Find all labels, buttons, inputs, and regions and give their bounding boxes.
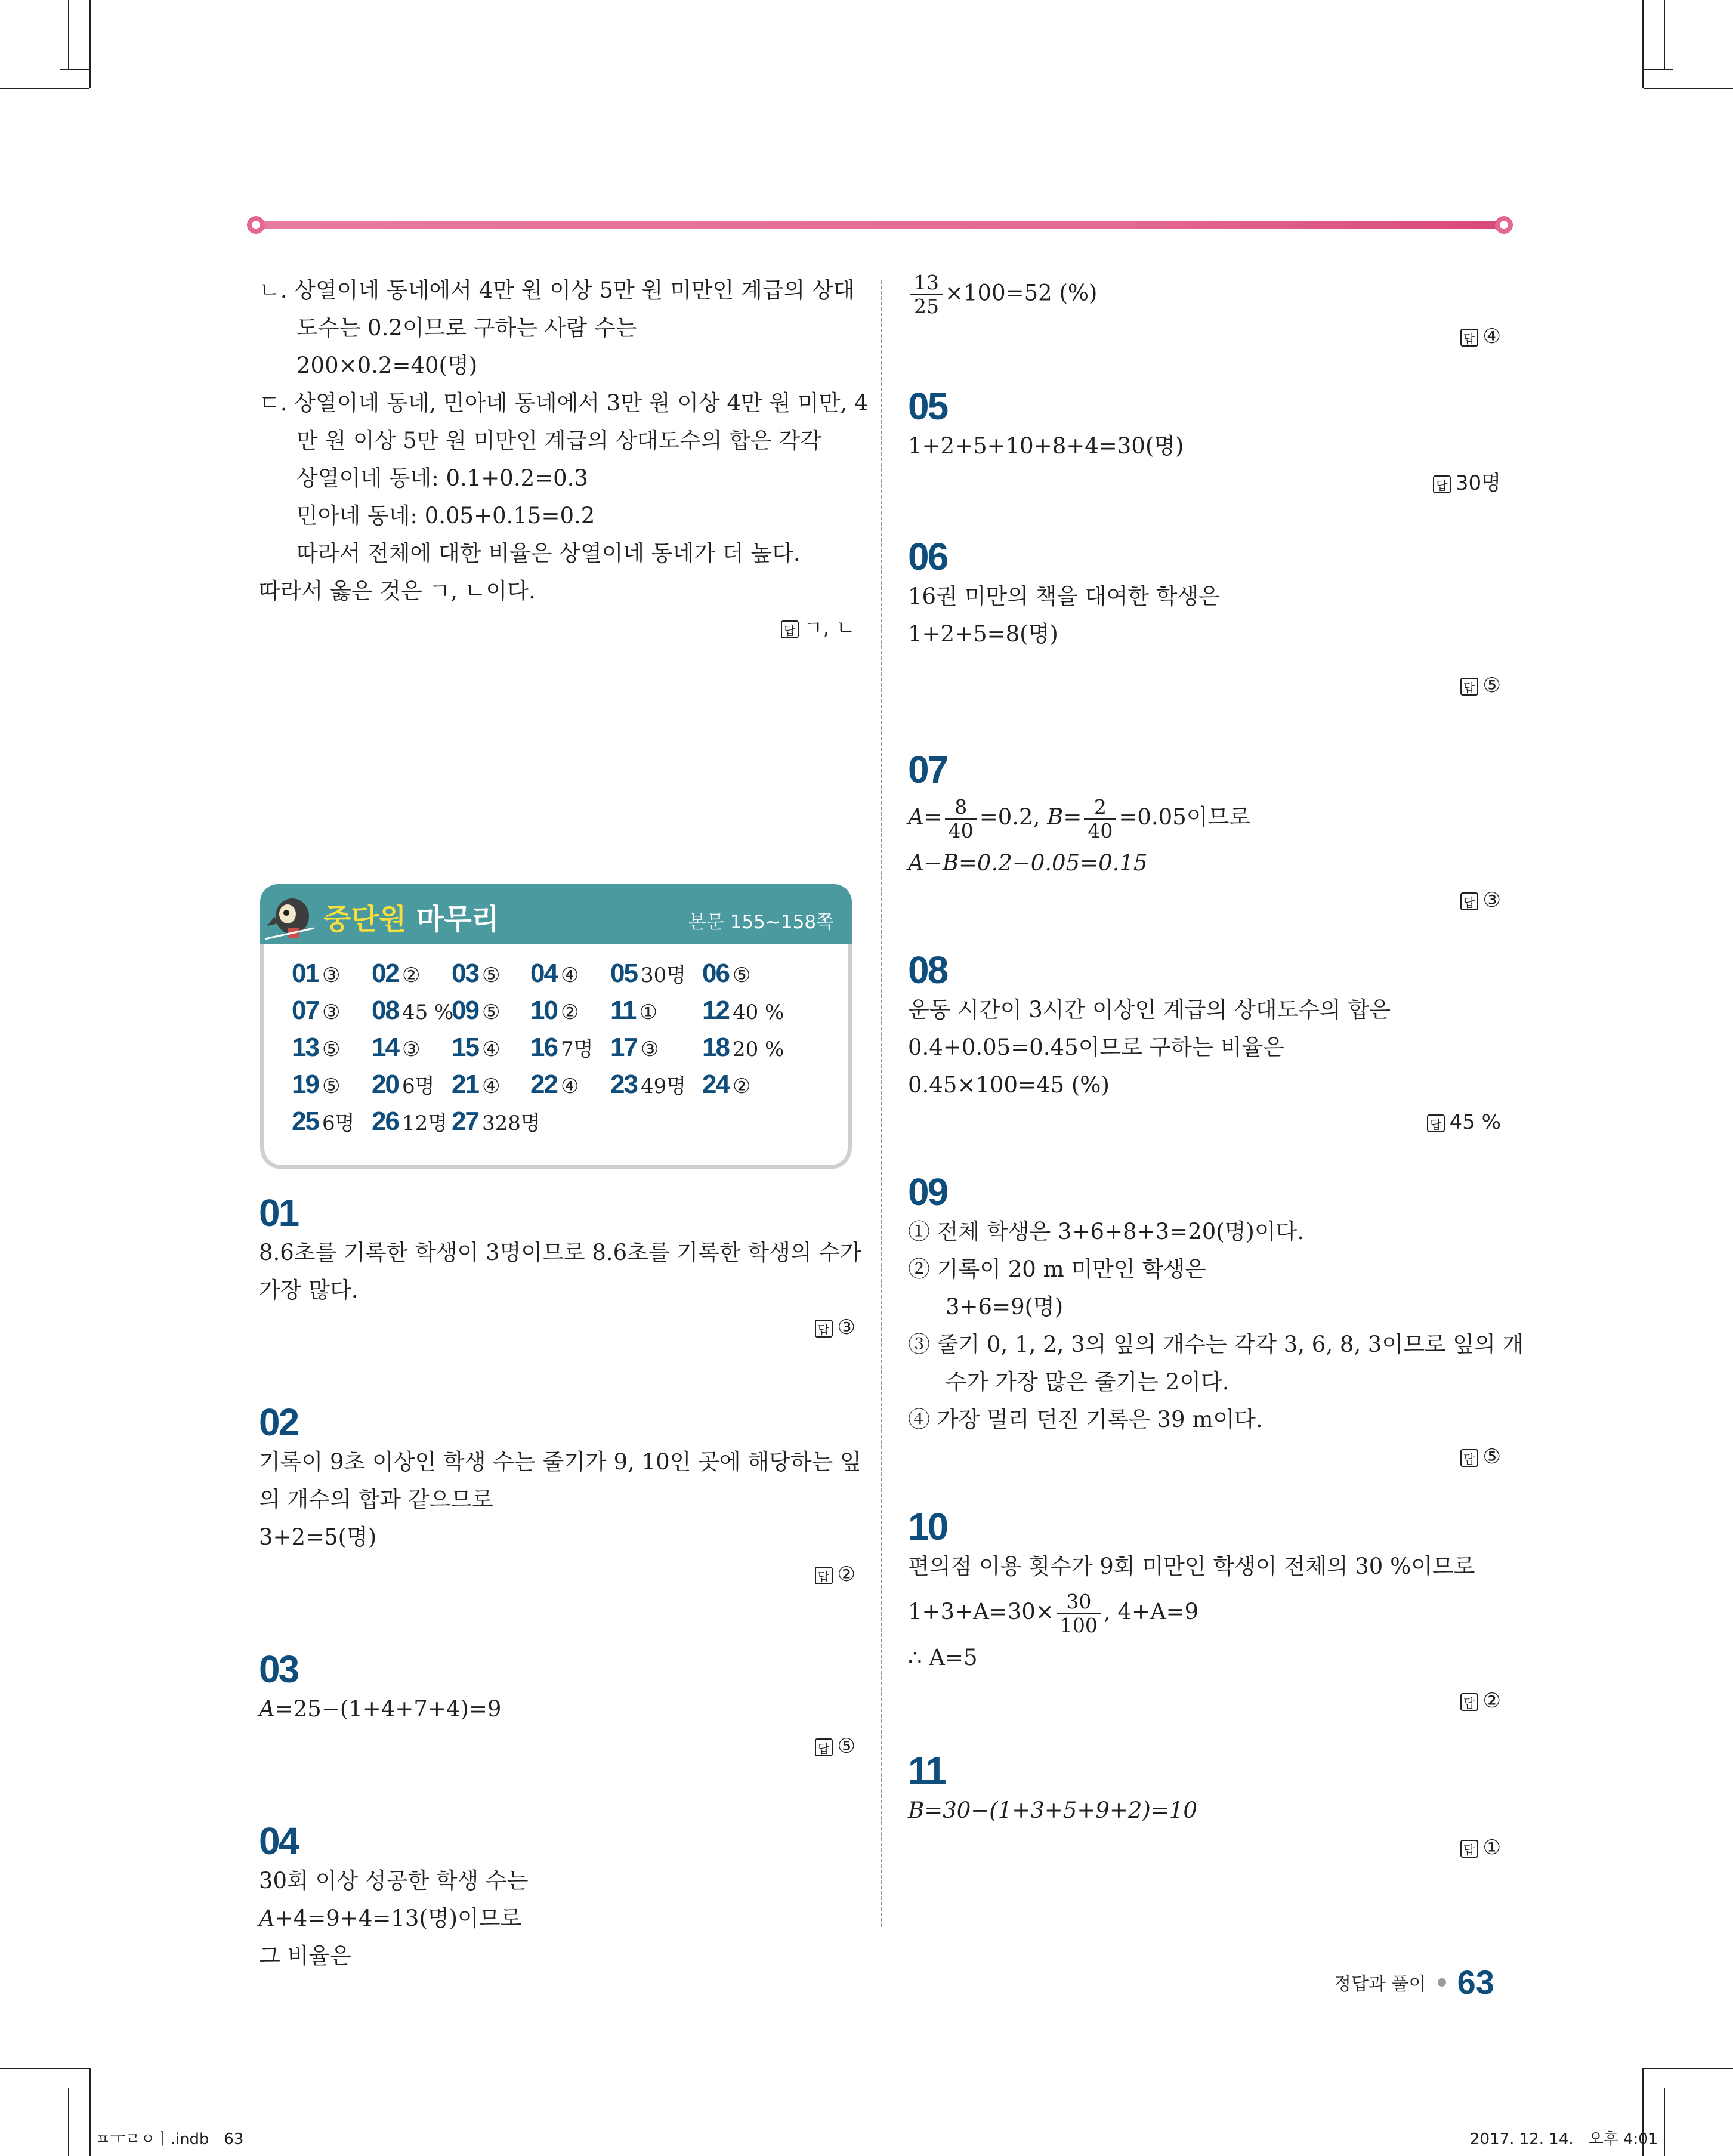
text-line: 1+2+5+10+8+4=30(명)	[908, 433, 1184, 459]
summary-item-answer: 328명	[481, 1111, 540, 1135]
summary-item-number: 23	[610, 1070, 637, 1099]
answer-icon: 답	[781, 620, 799, 638]
summary-item-number: 24	[702, 1070, 729, 1099]
summary-item	[292, 956, 340, 993]
answer-value: ③	[1482, 888, 1501, 912]
summary-item	[372, 1030, 420, 1067]
answer-value: 45 %	[1449, 1110, 1501, 1134]
text-line: 그 비율은	[259, 1943, 351, 1969]
summary-item-number: 15	[452, 1033, 478, 1062]
left-column-questions	[259, 1191, 861, 1975]
crop-mark	[68, 0, 69, 69]
answer-value: ⑤	[1482, 1445, 1501, 1469]
answer-icon: 답	[815, 1567, 833, 1584]
summary-item-number: 16	[530, 1033, 557, 1062]
summary-item	[372, 993, 453, 1030]
answer-icon: 답	[1460, 1840, 1478, 1858]
text-line: ∴ A=5	[908, 1645, 978, 1670]
summary-item-number: 22	[530, 1070, 557, 1099]
text-line: 0.45×100=45 (%)	[908, 1072, 1110, 1098]
summary-item	[530, 1067, 579, 1104]
text-line: 3+6=9(명)	[946, 1294, 1064, 1320]
crop-mark	[1642, 0, 1644, 88]
question-number: 09	[908, 1170, 947, 1213]
summary-item-answer: ①	[639, 1000, 657, 1024]
page-footer	[1334, 1963, 1494, 2001]
summary-item-number: 11	[610, 996, 636, 1025]
summary-item	[372, 1067, 434, 1104]
crop-mark	[1644, 2068, 1733, 2069]
summary-item	[530, 956, 579, 993]
header-bar-dot-left	[247, 216, 265, 234]
crop-mark	[0, 2068, 89, 2069]
crop-mark	[89, 2068, 91, 2156]
summary-item	[610, 956, 686, 993]
summary-item-number: 01	[292, 959, 319, 988]
summary-item	[292, 1067, 340, 1104]
answer-value: ①	[1482, 1836, 1501, 1860]
question-number: 05	[908, 385, 947, 428]
answer-value: 30명	[1455, 471, 1501, 495]
question-number: 01	[259, 1191, 298, 1234]
fraction: $\frac{30}{100}$	[1057, 1590, 1101, 1637]
text-line: 따라서 전체에 대한 비율은 상열이네 동네가 더 높다.	[296, 540, 801, 566]
text-line: 8.6초를 기록한 학생이 3명이므로 8.6초를 기록한 학생의 수가	[259, 1240, 861, 1265]
text-line: 수가 가장 많은 줄기는 2이다.	[946, 1369, 1230, 1395]
summary-item-answer: 45 %	[401, 1000, 454, 1024]
text-line: 기록이 9초 이상인 학생 수는 줄기가 9, 10인 곳에 해당하는 잎	[259, 1449, 861, 1475]
summary-item-answer: ③	[640, 1037, 659, 1061]
answer-mark	[908, 465, 1501, 502]
text-line: 따라서 옳은 것은 ㄱ, ㄴ이다.	[259, 578, 536, 604]
question-number: 07	[908, 748, 947, 791]
answer-mark	[908, 882, 1501, 919]
left-column	[259, 271, 869, 647]
answer-value: ②	[1482, 1689, 1501, 1713]
text-line: ③ 줄기 0, 1, 2, 3의 잎의 개수는 각각 3, 6, 8, 3이므로 잎의 개	[908, 1332, 1524, 1357]
answer-icon: 답	[815, 1320, 833, 1338]
answer-mark	[259, 1728, 855, 1765]
answer-mark	[908, 1682, 1501, 1720]
answer-mark	[259, 610, 855, 647]
summary-item	[530, 1030, 593, 1067]
question-number: 11	[908, 1749, 945, 1792]
section-label: 정답과 풀이	[1334, 1973, 1426, 1995]
text-line: 의 개수의 합과 같으므로	[259, 1487, 493, 1512]
summary-item-number: 27	[452, 1107, 478, 1136]
summary-item	[372, 956, 420, 993]
summary-item-answer: ⑤	[481, 963, 501, 987]
answer-value: ⑤	[1482, 674, 1501, 697]
summary-item-answer: ③	[322, 963, 341, 987]
summary-item-number: 17	[610, 1033, 637, 1062]
answer-mark	[908, 318, 1501, 356]
text-line: ④ 가장 멀리 던진 기록은 39 m이다.	[908, 1407, 1263, 1432]
text-line: 0.4+0.05=0.45이므로 구하는 비율은	[908, 1034, 1284, 1060]
summary-item	[292, 1030, 340, 1067]
column-divider	[881, 280, 882, 1927]
summary-item-answer: ③	[322, 1000, 341, 1024]
fraction: $\frac{8}{40}$	[945, 796, 977, 842]
header-bar-line	[255, 221, 1505, 229]
summary-item-answer: ④	[481, 1037, 501, 1061]
answer-mark	[908, 1829, 1501, 1867]
question-number: 04	[259, 1820, 298, 1862]
header-bar-dot-right	[1495, 216, 1513, 234]
crop-mark	[1644, 88, 1733, 89]
summary-item-answer: ④	[481, 1074, 501, 1098]
summary-item-number: 07	[292, 996, 319, 1025]
text-line: B=30−(1+3+5+9+2)=10	[908, 1797, 1197, 1823]
crop-mark	[1664, 0, 1665, 69]
summary-item-answer: 12명	[401, 1111, 448, 1135]
text-line: 운동 시간이 3시간 이상인 계급의 상대도수의 합은	[908, 997, 1391, 1023]
answer-mark	[259, 1556, 855, 1593]
text-line: 16권 미만의 책을 대여한 학생은	[908, 583, 1221, 609]
answer-value: ⑤	[837, 1734, 855, 1758]
summary-item-number: 03	[452, 959, 478, 988]
text-line: 200×0.2=40(명)	[296, 353, 478, 378]
crop-mark	[1644, 69, 1673, 70]
answer-icon: 답	[1427, 1114, 1445, 1132]
text-line: A−B=0.2−0.05=0.15	[908, 850, 1148, 876]
text-line: A=25−(1+4+7+4)=9	[259, 1696, 502, 1722]
text-line: 민아네 동네: 0.05+0.15=0.2	[296, 503, 595, 529]
crop-mark	[1664, 2088, 1665, 2156]
summary-item-number: 14	[372, 1033, 399, 1062]
answer-value: ㄱ, ㄴ	[803, 616, 855, 640]
summary-item-answer: ④	[560, 963, 579, 987]
question-number: 03	[259, 1648, 298, 1691]
file-info: ㅍㅜㄹㅇㅣ.indb 63	[95, 2130, 244, 2148]
text-line: 편의점 이용 횟수가 9회 미만인 학생이 전체의 30 %이므로	[908, 1553, 1475, 1579]
summary-item-answer: 40 %	[732, 1000, 784, 1024]
answer-icon: 답	[1460, 329, 1478, 347]
text-line: 가장 많다.	[259, 1277, 359, 1303]
equation-line: $\frac{13}{25}$ ×100=52 (%)	[908, 271, 1501, 318]
summary-item-number: 18	[702, 1033, 729, 1062]
summary-item-number: 08	[372, 996, 399, 1025]
summary-item	[452, 1104, 540, 1141]
summary-item-answer: 6명	[322, 1111, 355, 1135]
answer-mark	[908, 1104, 1501, 1141]
text-line: 30회 이상 성공한 학생 수는	[259, 1868, 529, 1894]
answer-icon: 답	[1460, 1449, 1478, 1467]
question-number: 02	[259, 1401, 298, 1444]
summary-item	[702, 956, 750, 993]
answer-value: ④	[1482, 325, 1501, 348]
question-number: 10	[908, 1505, 947, 1548]
summary-item-answer: ⑤	[481, 1000, 501, 1024]
summary-item-number: 04	[530, 959, 557, 988]
summary-item	[292, 1104, 354, 1141]
header-bar	[247, 216, 1513, 234]
summary-item	[610, 1067, 686, 1104]
summary-item	[452, 993, 500, 1030]
summary-item	[372, 1104, 447, 1141]
summary-item-number: 19	[292, 1070, 319, 1099]
question-number: 08	[908, 949, 947, 991]
fraction: $\frac{2}{40}$	[1084, 796, 1116, 842]
summary-item-answer: ②	[401, 963, 421, 987]
crop-mark	[68, 2088, 69, 2156]
equation-line: 1+3+A=30× $\frac{30}{100}$ , 4+A=9	[908, 1589, 1199, 1637]
summary-item-number: 09	[452, 996, 478, 1025]
summary-item-number: 05	[610, 959, 637, 988]
summary-title: 중단원 마무리	[323, 903, 499, 936]
text-line: ① 전체 학생은 3+6+8+3=20(명)이다.	[908, 1219, 1305, 1244]
summary-body	[260, 944, 852, 1169]
answer-icon: 답	[1460, 678, 1478, 696]
text-line: 3+2=5(명)	[259, 1524, 377, 1550]
summary-item	[452, 1030, 500, 1067]
summary-item-answer: ⑤	[322, 1037, 341, 1061]
question-number: 06	[908, 535, 947, 578]
summary-item	[292, 993, 340, 1030]
summary-item-answer: ⑤	[322, 1074, 341, 1098]
summary-item-answer: ②	[560, 1000, 579, 1024]
text-line: 도수는 0.2이므로 구하는 사람 수는	[296, 315, 637, 341]
summary-item-answer: 30명	[640, 963, 687, 987]
summary-item-number: 25	[292, 1107, 319, 1136]
summary-box	[260, 884, 852, 1170]
text-line: ② 기록이 20 m 미만인 학생은	[908, 1256, 1206, 1282]
answer-mark	[908, 667, 1501, 705]
summary-item-number: 10	[530, 996, 557, 1025]
summary-item-answer: 49명	[640, 1074, 687, 1098]
summary-page-ref: 본문 155~158쪽	[688, 912, 834, 933]
mascot-icon	[264, 892, 315, 940]
fraction: $\frac{13}{25}$	[910, 271, 943, 318]
equation-line: A= $\frac{8}{40}$ =0.2, B= $\frac{2}{40}$ =0.05이므로	[908, 795, 1250, 842]
answer-icon: 답	[1433, 475, 1451, 493]
summary-item	[610, 1030, 659, 1067]
bullet-icon	[1438, 1978, 1446, 1987]
text-line: 상열이네 동네: 0.1+0.2=0.3	[296, 465, 588, 491]
summary-item-answer: 6명	[401, 1074, 435, 1098]
summary-item-number: 21	[452, 1070, 478, 1099]
text-line: 1+2+5=8(명)	[908, 621, 1058, 647]
summary-item	[702, 993, 784, 1030]
text-line: A+4=9+4=13(명)이므로	[259, 1905, 522, 1931]
text-line: 만 원 이상 5만 원 미만인 계급의 상대도수의 합은 각각	[296, 428, 821, 453]
summary-item	[702, 1030, 784, 1067]
summary-item	[702, 1067, 750, 1104]
print-timestamp: 2017. 12. 14. 오후 4:01	[1470, 2130, 1658, 2148]
crop-mark	[60, 69, 89, 70]
answer-mark	[259, 1309, 855, 1346]
answer-value: ②	[837, 1562, 855, 1586]
answer-icon: 답	[1460, 1693, 1478, 1711]
summary-item-answer: ②	[732, 1074, 751, 1098]
summary-item-number: 02	[372, 959, 399, 988]
answer-icon: 답	[1460, 892, 1478, 910]
summary-item-number: 26	[372, 1107, 399, 1136]
summary-item	[452, 956, 500, 993]
summary-item-number: 20	[372, 1070, 399, 1099]
answer-value: ③	[837, 1315, 855, 1339]
text-line: ㄴ. 상열이네 동네에서 4만 원 이상 5만 원 미만인 계급의 상대	[259, 277, 855, 303]
answer-mark	[908, 1438, 1501, 1476]
answer-icon: 답	[815, 1738, 833, 1756]
summary-item	[452, 1067, 500, 1104]
summary-item-answer: 20 %	[732, 1037, 784, 1061]
summary-item	[530, 993, 579, 1030]
summary-item-answer: 7명	[560, 1037, 594, 1061]
summary-item-answer: ⑤	[732, 963, 751, 987]
page-number: 63	[1457, 1963, 1494, 2001]
summary-item-number: 12	[702, 996, 729, 1025]
crop-mark	[0, 88, 89, 89]
right-column	[908, 271, 1524, 1867]
summary-header	[260, 884, 852, 944]
crop-mark	[89, 0, 91, 88]
summary-item-answer: ④	[560, 1074, 579, 1098]
summary-item-number: 06	[702, 959, 729, 988]
summary-item-answer: ③	[401, 1037, 421, 1061]
summary-item-number: 13	[292, 1033, 319, 1062]
summary-item	[610, 993, 657, 1030]
text-line: ㄷ. 상열이네 동네, 민아네 동네에서 3만 원 이상 4만 원 미만, 4	[259, 390, 869, 416]
